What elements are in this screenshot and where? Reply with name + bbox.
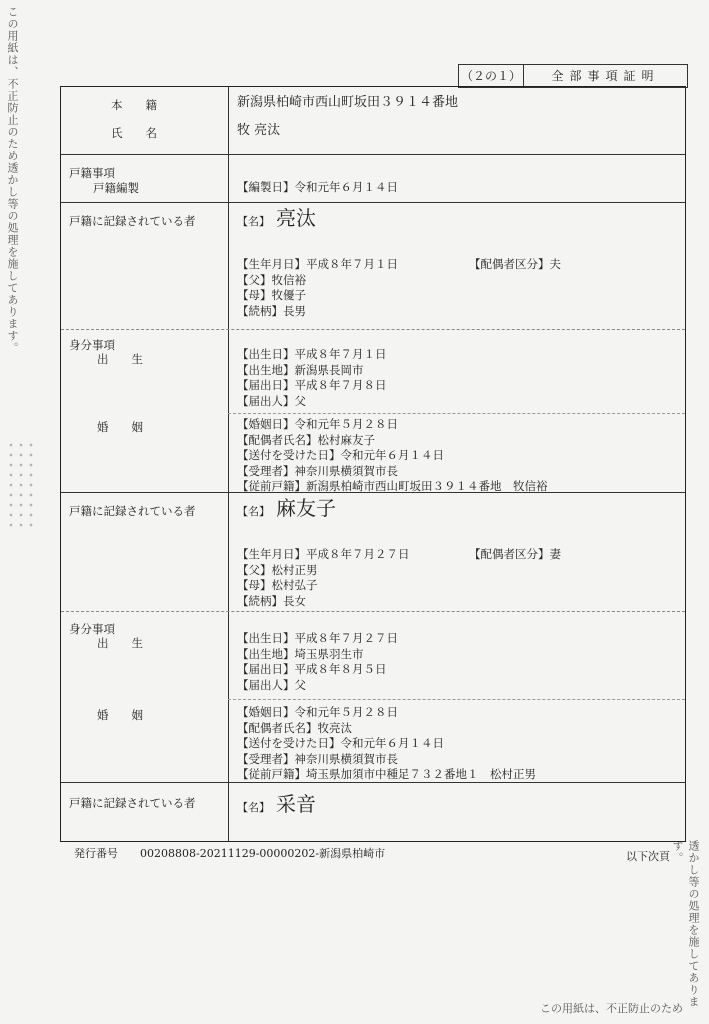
- issue-label: 発行番号: [74, 847, 118, 860]
- mother: 【母】牧優子: [237, 288, 306, 302]
- mibun-label: 身分事項: [69, 622, 115, 636]
- relation: 【続柄】長男: [237, 303, 306, 318]
- konin-label: 婚 姻: [97, 420, 143, 434]
- certificate-title: 全部事項証明: [551, 69, 660, 83]
- page-indicator: （２の１）: [459, 65, 524, 87]
- person-section-label: 戸籍に記録されている者: [69, 796, 196, 810]
- section-person-1: [61, 203, 685, 493]
- konin-block: 【婚姻日】令和元年５月２８日 【配偶者氏名】松村麻友子 【送付を受けた日】令和元年６月１４日 【受理者】神奈川県横須賀市長 【従前戸籍】新潟県柏崎市西山町坂田３９１４番地 牧信裕: [237, 417, 548, 493]
- koseki-document: [60, 86, 686, 842]
- security-notice-bottom: この用紙は、不正防止のため: [540, 1002, 683, 1015]
- koseki-hensei-label: 戸籍編製: [93, 181, 139, 195]
- issue-number-line: [74, 845, 385, 861]
- birth-date: 【生年月日】平成８年７月１日: [237, 257, 398, 271]
- name-tag: 【名】: [237, 215, 270, 228]
- section-honseki: [61, 87, 685, 155]
- relation: 【続柄】長女: [237, 593, 306, 608]
- father: 【父】松村正男: [237, 562, 318, 577]
- birth-date: 【生年月日】平成８年７月２７日: [237, 547, 410, 561]
- honseki-value: 新潟県柏崎市西山町坂田３９１４番地: [237, 95, 459, 110]
- person-section-label: 戸籍に記録されている者: [69, 214, 196, 228]
- section-koseki-jiko: [61, 155, 685, 203]
- person-name: 亮汰: [276, 206, 316, 230]
- person-name: 麻友子: [276, 496, 336, 520]
- perforation-dots: [6, 440, 36, 530]
- next-page-note: 以下次頁: [626, 850, 670, 863]
- konin-label: 婚 姻: [97, 708, 143, 722]
- koseki-jiko-label: 戸籍事項: [69, 166, 115, 180]
- name-tag: 【名】: [237, 801, 270, 814]
- mother: 【母】松村弘子: [237, 578, 318, 592]
- issue-number: 00208808-20211129-00000202-新潟県柏崎市: [140, 847, 386, 860]
- name-tag: 【名】: [237, 505, 270, 518]
- father: 【父】牧信裕: [237, 272, 306, 287]
- shussei-block: 【出生日】平成８年７月１日 【出生地】新潟県長岡市 【届出日】平成８年７月８日 【届出人】父: [237, 347, 387, 408]
- honseki-label: 本 籍: [111, 98, 157, 112]
- person-name: 采音: [276, 792, 316, 816]
- shimei-value: 牧 亮汰: [237, 123, 281, 138]
- spouse-kubun: 【配偶者区分】妻: [469, 547, 561, 561]
- shussei-label: 出 生: [97, 636, 143, 650]
- shussei-block: 【出生日】平成８年７月２７日 【出生地】埼玉県羽生市 【届出日】平成８年８月５日 【届出人】父: [237, 631, 398, 692]
- shimei-label: 氏 名: [111, 126, 157, 140]
- section-person-3: [61, 783, 685, 841]
- shussei-label: 出 生: [97, 352, 143, 366]
- security-notice-left: この用紙は、不正防止のため透かし等の処理を施してあります。: [6, 6, 19, 354]
- person-section-label: 戸籍に記録されている者: [69, 504, 196, 518]
- spouse-kubun: 【配偶者区分】夫: [469, 257, 561, 271]
- konin-block: 【婚姻日】令和元年５月２８日 【配偶者氏名】牧亮汰 【送付を受けた日】令和元年６月１４日 【受理者】神奈川県横須賀市長 【従前戸籍】埼玉県加須市中種足７３２番地１ 松村正男: [237, 705, 536, 781]
- mibun-label: 身分事項: [69, 338, 115, 352]
- certificate-header: [458, 64, 688, 88]
- koseki-hensei-value: 【編製日】令和元年６月１４日: [237, 180, 398, 194]
- security-notice-right: 透かし等の処理を施してあります。: [671, 840, 700, 1008]
- section-person-2: [61, 493, 685, 783]
